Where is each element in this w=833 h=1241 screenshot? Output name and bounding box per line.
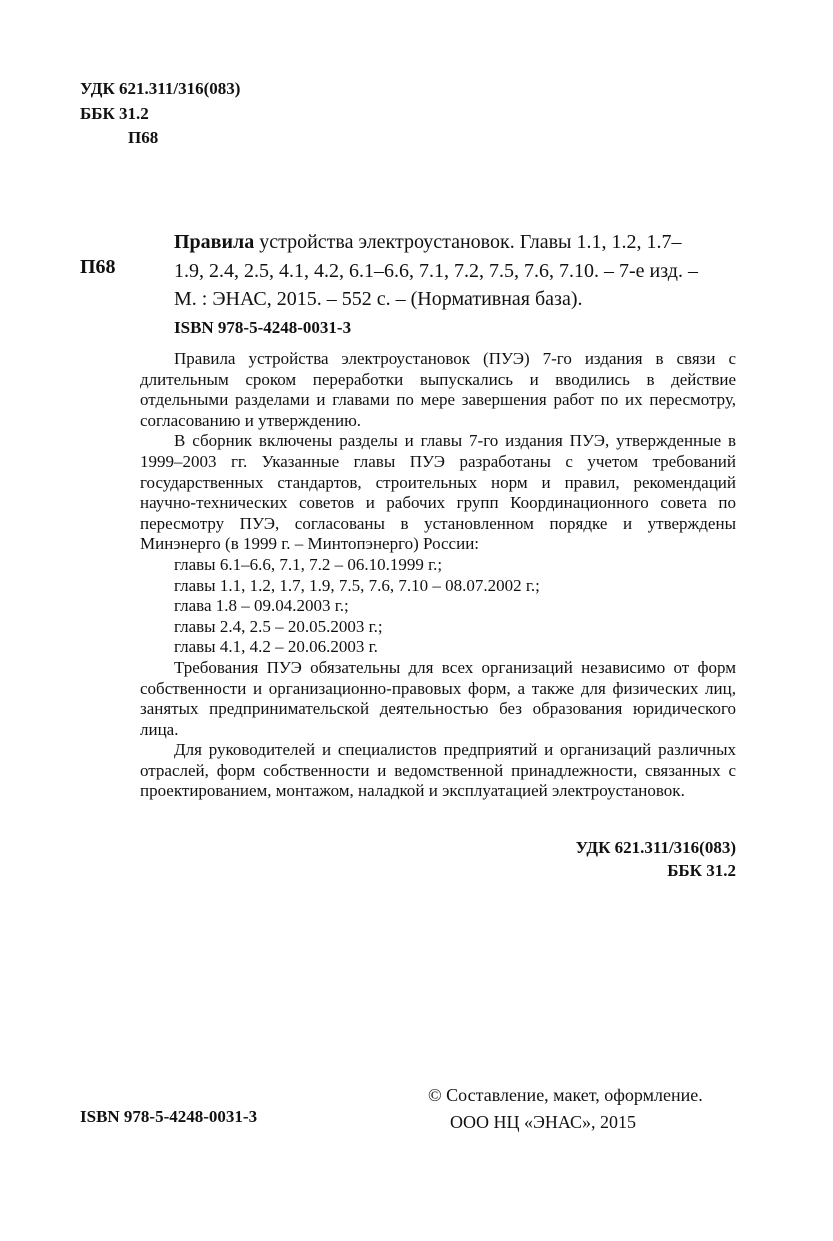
approval-date-item: главы 2.4, 2.5 – 20.05.2003 г.; [174,616,383,636]
abstract-paragraph-2: В сборник включены разделы и главы 7-го издания ПУЭ, утвержденные в 1999–2003 гг. Указанные главы ПУЭ разработаны с учетом требований государственных стандартов, строительных норм и правил, рекомендаций научно-технических советов и рабочих групп Координационного совета по пересмотру ПУЭ, согласованы в установленном порядке и утверждены Минэнерго (в 1999 г. – Минтопэнерго) России: [140,431,736,554]
udk-code: УДК 621.311/316(083) [80,79,241,98]
approval-date-item: глава 1.8 – 09.04.2003 г.; [174,596,349,616]
citation-author-mark: П68 [80,256,116,278]
abstract-paragraph-4: Для руководителей и специалистов предприятий и организаций различных отраслей, форм собственности и ведомственной принадлежности, связанных с проектированием, монтажом, наладкой и эксплуатацией электроустановок. [140,740,736,801]
approval-dates-list [140,555,736,658]
approval-date-item: главы 1.1, 1.2, 1.7, 1.9, 7.5, 7.6, 7.10 – 08.07.2002 г.; [174,575,540,595]
citation-line-3: М. : ЭНАС, 2015. – 552 с. – (Нормативная база). [174,288,583,310]
abstract-paragraph-1: Правила устройства электроустановок (ПУЭ) 7-го издания в связи с длительным сроком переработки выпускались и вводились в действие отдельными разделами и главами по мере завершения работ по их пересмотру, согласованию и утверждению. [140,349,736,430]
approval-date-item: главы 6.1–6.6, 7.1, 7.2 – 06.10.1999 г.; [174,554,443,574]
classification-codes [80,77,240,151]
isbn-top: ISBN 978-5-4248-0031-3 [174,318,352,337]
footer-classification-codes [576,836,736,882]
citation-line-1 [174,228,738,257]
citation-line-2: 1.9, 2.4, 2.5, 4.1, 4.2, 6.1–6.6, 7.1, 7.2, 7.5, 7.6, 7.10. – 7-е изд. – [174,259,698,282]
citation-title-bold: Правила [174,231,255,253]
footer-udk-code: УДК 621.311/316(083) [575,838,736,857]
footer-bbk-code: ББК 31.2 [667,861,736,880]
copyright-notice [428,1082,703,1136]
copyright-line-2: ООО НЦ «ЭНАС», 2015 [450,1112,636,1132]
bibliographic-citation [174,228,738,314]
approval-date-item: главы 4.1, 4.2 – 20.06.2003 г. [174,637,378,657]
citation-line-1-rest: устройства электроустановок. Главы 1.1, 1.2, 1.7– [254,231,682,253]
abstract [140,349,736,802]
isbn-bottom: ISBN 978-5-4248-0031-3 [80,1107,258,1126]
abstract-paragraph-3: Требования ПУЭ обязательны для всех организаций независимо от форм собственности и организационно-правовых форм, а также для физических лиц, занятых предпринимательской деятельностью без образования юридического лица. [140,657,736,739]
copyright-line-1: © Составление, макет, оформление. [428,1085,703,1105]
author-mark-code: П68 [128,128,159,147]
bbk-code: ББК 31.2 [80,103,149,123]
